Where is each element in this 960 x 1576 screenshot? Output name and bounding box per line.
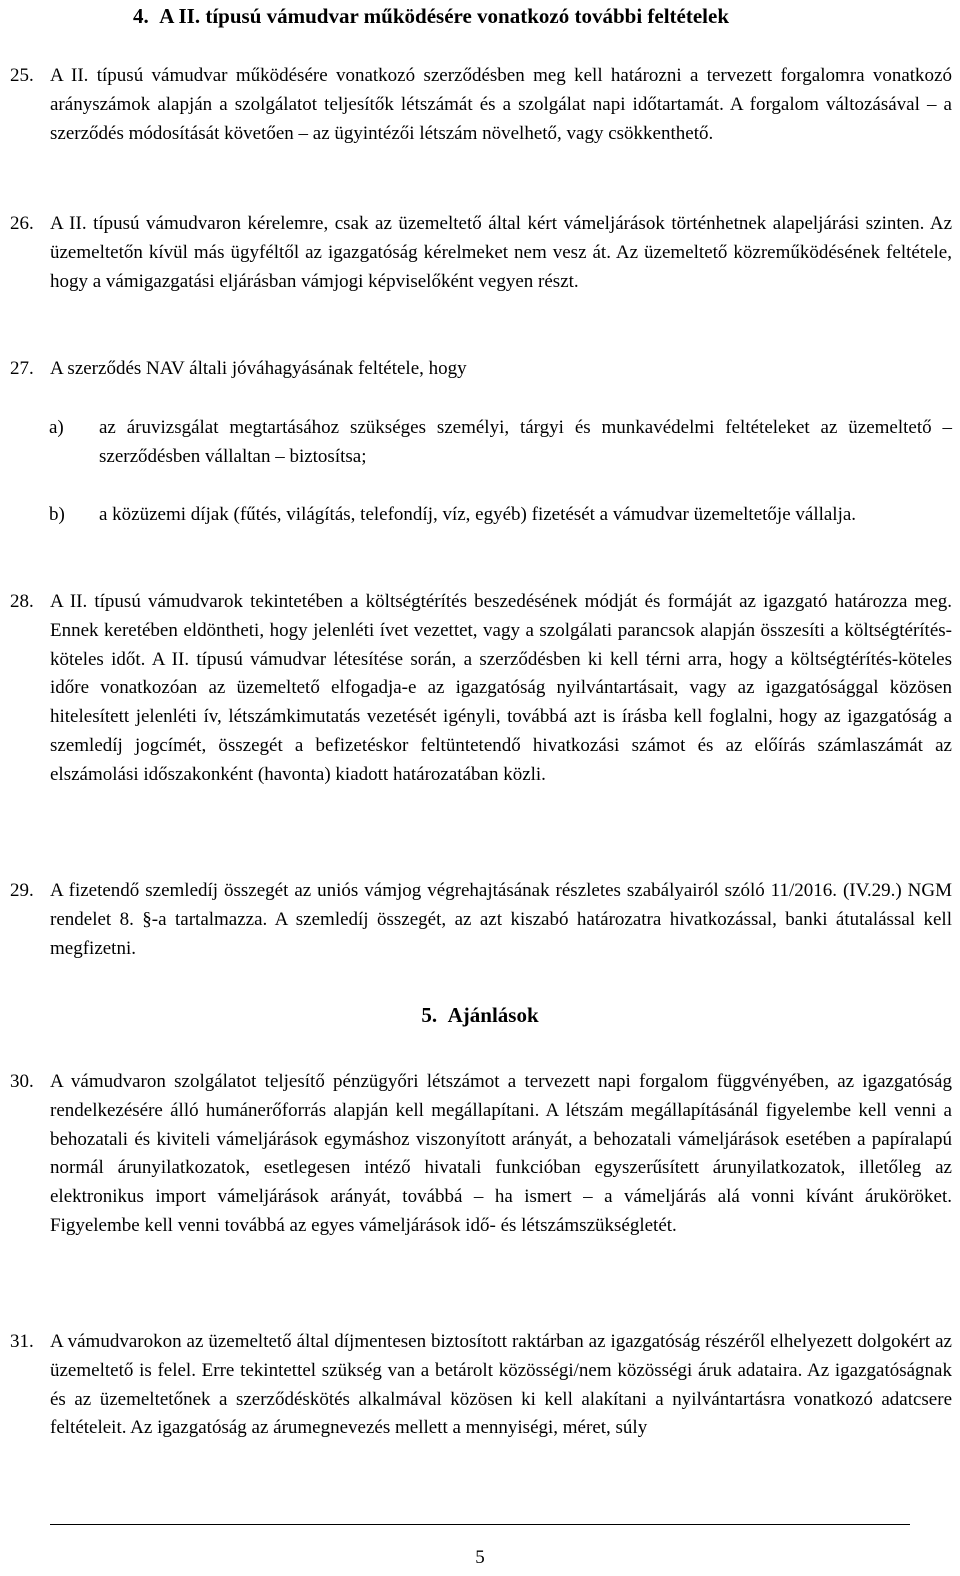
paragraph-31 (10, 1328, 952, 1443)
footer-divider (50, 1524, 910, 1525)
list-item-b (49, 501, 952, 530)
list-item-letter: b) (49, 504, 65, 525)
section-number: 4. (133, 4, 149, 28)
paragraph-text: A vámudvarokon az üzemeltető által díjmentesen biztosított raktárban az igazgatóság részéről elhelyezett dolgokért az üzemeltető is felel. Erre tekintettel szükség van a betárolt közösségi/nem közösségi áruk adataira. Az igazgatóságnak és az üzemeltetőnek a szerződéskötés alkalmával közösen ki kell alakítani a nyilvántartásra vonatkozó adatcsere feltételeit. Az igazgatóság az árumegnevezés mellett a mennyiségi, méret, súly (50, 1331, 952, 1439)
section-number: 5. (421, 1003, 438, 1027)
paragraph-number: 28. (10, 591, 34, 612)
paragraph-number: 25. (10, 65, 34, 86)
section-title: Ajánlások (447, 1003, 539, 1027)
paragraph-30 (10, 1068, 952, 1241)
paragraph-text: A II. típusú vámudvaron kérelemre, csak az üzemeltető által kért vámeljárások történhetnek alapeljárási szinten. Az üzemeltetőn kívül más ügyféltől az igazgatóság kérelmeket nem vesz át. Az üzemeltető közreműködésének feltétele, hogy a vámigazgatási eljárásban vámjogi képviselőként vegyen részt. (50, 213, 952, 292)
paragraph-text: A szerződés NAV általi jóváhagyásának feltétele, hogy (50, 358, 467, 379)
list-item-letter: a) (49, 417, 64, 438)
paragraph-text: A II. típusú vámudvar működésére vonatkozó szerződésben meg kell határozni a tervezett forgalomra vonatkozó arányszámok alapján a szolgálatot teljesítők létszámát és a szolgálat napi időtartamát. A forgalom változásával – a szerződés módosítását követően – az ügyintézői létszám növelhető, vagy csökkenthető. (50, 65, 952, 144)
list-item-text: az áruvizsgálat megtartásához szükséges személyi, tárgyi és munkavédelmi feltételeket az üzemeltető – szerződésben vállaltan – biztosítsa; (99, 417, 952, 467)
page-number: 5 (475, 1547, 485, 1568)
paragraph-text: A fizetendő szemledíj összegét az uniós vámjog végrehajtásának részletes szabályairól szóló 11/2016. (IV.29.) NGM rendelet 8. §-a tartalmazza. A szemledíj összegét, az azt kiszabó határozatra hivatkozással, banki átutalással kell megfizetni. (50, 880, 952, 959)
paragraph-26 (10, 210, 952, 296)
paragraph-number: 30. (10, 1071, 34, 1092)
paragraph-28 (10, 588, 952, 790)
paragraph-number: 26. (10, 213, 34, 234)
paragraph-29 (10, 877, 952, 963)
section-heading-5 (0, 1001, 960, 1029)
paragraph-25 (10, 62, 952, 148)
section-title: A II. típusú vámudvar működésére vonatkozó további feltételek (159, 4, 730, 28)
paragraph-number: 31. (10, 1331, 34, 1352)
paragraph-text: A vámudvaron szolgálatot teljesítő pénzügyőri létszámot a tervezett napi forgalom függvényében, az igazgatóság rendelkezésére álló humánerőforrás alapján kell megállapítani. A létszám megállapításánál figyelembe kell venni a behozatali és kiviteli vámeljárások egymáshoz viszonyított arányát, a behozatali vámeljárások esetében a papíralapú normál árunyilatkozatok, esetlegesen intéző hivatali funkcióban egyszerűsített árunyilatkozatok, illetőleg az elektronikus import vámeljárások arányát, továbbá – ha ismert – a vámeljárás alá vonni kívánt áruköröket. Figyelembe kell venni továbbá az egyes vámeljárások idő- és létszámszükségletét. (50, 1071, 952, 1236)
paragraph-27 (10, 355, 952, 384)
list-item-text: a közüzemi díjak (fűtés, világítás, telefondíj, víz, egyéb) fizetését a vámudvar üzemeltetője vállalja. (99, 504, 857, 525)
paragraph-number: 27. (10, 358, 34, 379)
section-heading-4 (0, 2, 960, 30)
paragraph-text: A II. típusú vámudvarok tekintetében a költségtérítés beszedésének módját és formáját az igazgató határozza meg. Ennek keretében eldöntheti, hogy jelenléti ívet vezettet, vagy a szolgálati parancsok alapján összesíti a költségtérítés-köteles időt. A II. típusú vámudvar létesítése során, a szerződésben ki kell térni arra, hogy a költségtérítés-köteles időre vonatkozóan az üzemeltető elfogadja-e az igazgatóság nyilvántartásait, vagy az igazgatósággal közösen hitelesített jelenléti ív, létszámkimutatás vezetését igényli, továbbá azt is írásba kell foglalni, hogy az igazgatóság a szemledíj jogcímét, összegét a befizetéskor feltüntetendő hivatkozási számot és az előírás számlaszámát az elszámolási időszakonként (havonta) kiadott határozatában közli. (50, 591, 952, 785)
paragraph-number: 29. (10, 880, 34, 901)
list-item-a (49, 414, 952, 472)
